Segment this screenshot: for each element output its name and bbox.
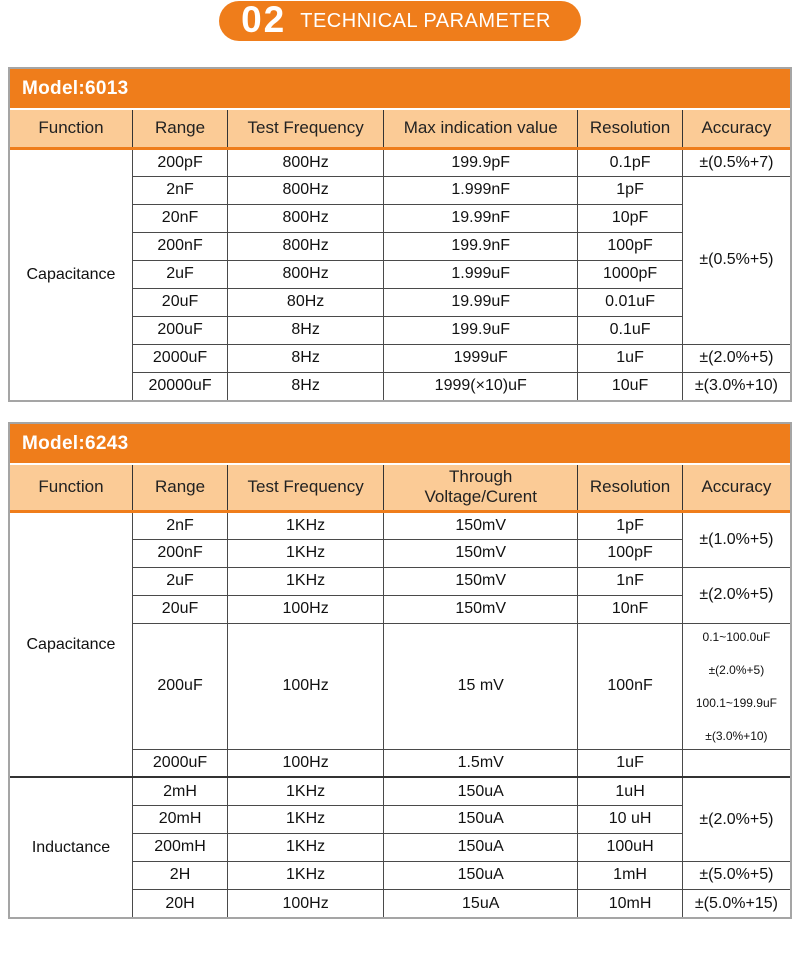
cell-range: 200nF [132, 539, 227, 567]
cell-range: 2uF [132, 260, 227, 288]
cell-range: 20H [132, 889, 227, 917]
cell-resolution: 1uF [578, 344, 683, 372]
cell-resolution: 100pF [578, 232, 683, 260]
cell-max-indication: 1999uF [384, 344, 578, 372]
cell-through: 150uA [384, 861, 578, 889]
section-number: 02 [241, 0, 287, 40]
cell-resolution: 0.1pF [578, 148, 683, 176]
cell-resolution: 1nF [578, 567, 683, 595]
spec-card-6013 [8, 67, 792, 402]
cell-frequency: 100Hz [228, 889, 384, 917]
cell-through: 150uA [384, 833, 578, 861]
col-header-frequency: Test Frequency [228, 465, 384, 511]
col-header-function: Function [10, 465, 132, 511]
col-header-range: Range [132, 110, 227, 148]
cell-range: 20uF [132, 595, 227, 623]
cell-accuracy-merged: ±(2.0%+5) [682, 567, 790, 623]
cell-resolution: 1mH [578, 861, 683, 889]
col-header-function: Function [10, 110, 132, 148]
cell-max-indication: 1.999nF [384, 176, 578, 204]
cell-resolution: 1uH [578, 777, 683, 805]
cell-resolution: 1pF [578, 176, 683, 204]
cell-max-indication: 19.99uF [384, 288, 578, 316]
cell-frequency: 8Hz [228, 316, 384, 344]
cell-frequency: 100Hz [228, 749, 384, 777]
cell-range: 20mH [132, 805, 227, 833]
accuracy-line: 0.1~100.0uF [702, 629, 771, 644]
header-line-through: Through [449, 467, 513, 486]
col-header-through-voltage-current [384, 465, 578, 511]
col-header-accuracy: Accuracy [682, 110, 790, 148]
cell-resolution: 10 uH [578, 805, 683, 833]
cell-frequency: 1KHz [228, 539, 384, 567]
cell-frequency: 1KHz [228, 777, 384, 805]
cell-accuracy: ±(5.0%+15) [682, 889, 790, 917]
cell-range: 2mH [132, 777, 227, 805]
cell-range: 2H [132, 861, 227, 889]
col-header-resolution: Resolution [578, 110, 683, 148]
cell-accuracy: ±(5.0%+5) [682, 861, 790, 889]
cell-accuracy-multiline [682, 623, 790, 749]
spec-table-6243 [10, 465, 790, 917]
col-header-frequency: Test Frequency [228, 110, 384, 148]
cell-resolution: 0.1uF [578, 316, 683, 344]
cell-through: 1.5mV [384, 749, 578, 777]
cell-frequency: 1KHz [228, 567, 384, 595]
cell-accuracy: ±(2.0%+5) [682, 344, 790, 372]
col-header-resolution: Resolution [578, 465, 683, 511]
section-badge [219, 1, 581, 41]
cell-resolution: 1uF [578, 749, 683, 777]
cell-frequency: 800Hz [228, 232, 384, 260]
header-row [10, 465, 790, 511]
col-header-accuracy: Accuracy [682, 465, 790, 511]
cell-range: 200uF [132, 623, 227, 749]
header-row [10, 110, 790, 148]
cell-frequency: 100Hz [228, 623, 384, 749]
spec-card-6243 [8, 422, 792, 919]
cell-max-indication: 1.999uF [384, 260, 578, 288]
section-title: TECHNICAL PARAMETER [300, 9, 551, 32]
cell-through: 150mV [384, 539, 578, 567]
cell-through: 150uA [384, 805, 578, 833]
cell-frequency: 800Hz [228, 176, 384, 204]
cell-range: 20000uF [132, 372, 227, 400]
cell-accuracy: ±(3.0%+10) [682, 372, 790, 400]
cell-function-capacitance: Capacitance [10, 148, 132, 400]
cell-resolution: 1pF [578, 511, 683, 539]
col-header-range: Range [132, 465, 227, 511]
cell-range: 2uF [132, 567, 227, 595]
cell-through: 150uA [384, 777, 578, 805]
cell-resolution: 10nF [578, 595, 683, 623]
cell-resolution: 10pF [578, 204, 683, 232]
accuracy-line: 100.1~199.9uF [695, 695, 777, 710]
cell-through: 15uA [384, 889, 578, 917]
table-row [10, 777, 790, 805]
cell-range: 2000uF [132, 344, 227, 372]
cell-accuracy-merged: ±(0.5%+5) [682, 176, 790, 344]
cell-range: 200mH [132, 833, 227, 861]
cell-range: 2000uF [132, 749, 227, 777]
cell-frequency: 8Hz [228, 372, 384, 400]
cell-range: 20uF [132, 288, 227, 316]
cell-frequency: 8Hz [228, 344, 384, 372]
cell-range: 200uF [132, 316, 227, 344]
cell-frequency: 1KHz [228, 511, 384, 539]
model-bar-6013: Model:6013 [10, 69, 790, 110]
cell-max-indication: 1999(×10)uF [384, 372, 578, 400]
table-row [10, 148, 790, 176]
cell-accuracy-empty [682, 749, 790, 777]
accuracy-line: ±(3.0%+10) [705, 728, 768, 743]
cell-through: 150mV [384, 567, 578, 595]
cell-max-indication: 199.9uF [384, 316, 578, 344]
accuracy-lines [685, 630, 788, 743]
cell-frequency: 800Hz [228, 148, 384, 176]
cell-max-indication: 19.99nF [384, 204, 578, 232]
cell-range: 200nF [132, 232, 227, 260]
cell-frequency: 800Hz [228, 260, 384, 288]
col-header-max-indication: Max indication value [384, 110, 578, 148]
cell-accuracy-merged: ±(2.0%+5) [682, 777, 790, 861]
cell-resolution: 100uH [578, 833, 683, 861]
cell-range: 2nF [132, 511, 227, 539]
cell-through: 150mV [384, 511, 578, 539]
cell-resolution: 100pF [578, 539, 683, 567]
cell-accuracy-merged: ±(1.0%+5) [682, 511, 790, 567]
cell-resolution: 0.01uF [578, 288, 683, 316]
cell-through: 150mV [384, 595, 578, 623]
cell-resolution: 10uF [578, 372, 683, 400]
spec-table-6013 [10, 110, 790, 400]
cell-frequency: 100Hz [228, 595, 384, 623]
cell-function-inductance: Inductance [10, 777, 132, 917]
table-row [10, 511, 790, 539]
header-line-voltage-current: Voltage/Curent [424, 487, 537, 507]
cell-resolution: 100nF [578, 623, 683, 749]
cell-frequency: 800Hz [228, 204, 384, 232]
cell-max-indication: 199.9nF [384, 232, 578, 260]
cell-frequency: 1KHz [228, 833, 384, 861]
cell-resolution: 10mH [578, 889, 683, 917]
cell-function-capacitance: Capacitance [10, 511, 132, 777]
cell-resolution: 1000pF [578, 260, 683, 288]
model-bar-6243: Model:6243 [10, 424, 790, 465]
cell-frequency: 80Hz [228, 288, 384, 316]
cell-range: 200pF [132, 148, 227, 176]
cell-range: 2nF [132, 176, 227, 204]
cell-max-indication: 199.9pF [384, 148, 578, 176]
cell-accuracy: ±(0.5%+7) [682, 148, 790, 176]
accuracy-line: ±(2.0%+5) [708, 662, 765, 677]
cell-through: 15 mV [384, 623, 578, 749]
cell-frequency: 1KHz [228, 805, 384, 833]
cell-frequency: 1KHz [228, 861, 384, 889]
cell-range: 20nF [132, 204, 227, 232]
